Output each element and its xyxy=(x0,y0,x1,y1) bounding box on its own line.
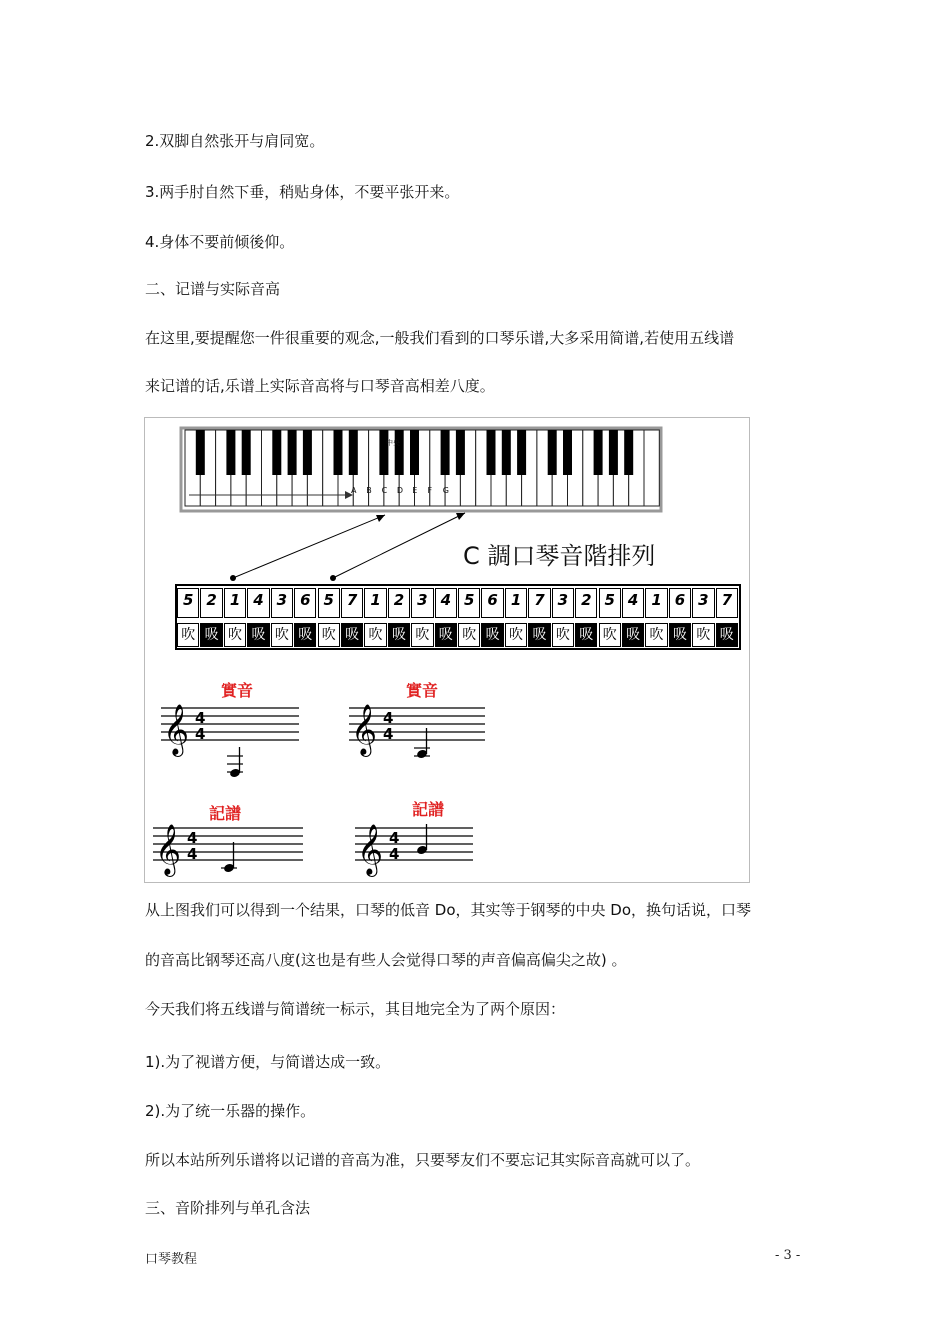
harmonica-note: 6 xyxy=(669,588,691,618)
treble-clef: 𝄞 xyxy=(351,704,378,755)
draw-cell: 吸 xyxy=(716,623,738,647)
page-number: - 3 - xyxy=(775,1248,801,1263)
time-sig-top: 4 xyxy=(383,709,394,727)
blow-cell: 吹 xyxy=(552,623,574,647)
harmonica-note: 2 xyxy=(200,588,222,618)
harmonica-note: 2 xyxy=(388,588,410,618)
harmonica-note: 7 xyxy=(716,588,738,618)
draw-cell: 吸 xyxy=(341,623,363,647)
mapping-arrow-1 xyxy=(233,515,385,578)
harmonica-note: 1 xyxy=(645,588,667,618)
blow-cell: 吹 xyxy=(271,623,293,647)
blow-cell: 吹 xyxy=(364,623,386,647)
blow-cell: 吹 xyxy=(645,623,667,647)
time-sig-top: 4 xyxy=(195,709,206,727)
piano-black-key xyxy=(609,430,618,475)
paragraph-6: 从上图我们可以得到一个结果，口琴的低音 Do，其实等于钢琴的中央 Do，换句话说，口琴 xyxy=(145,901,751,919)
draw-cell: 吸 xyxy=(294,623,316,647)
harmonica-note: 2 xyxy=(575,588,597,618)
piano-black-key xyxy=(196,430,205,475)
harmonica-note: 1 xyxy=(224,588,246,618)
piano-black-key xyxy=(487,430,496,475)
blow-cell: 吹 xyxy=(224,623,246,647)
piano-black-key xyxy=(334,430,343,475)
piano-key-label: F xyxy=(427,486,433,495)
harmonica-note: 1 xyxy=(505,588,527,618)
paragraph-7: 的音高比钢琴还高八度(这也是有些人会觉得口琴的声音偏高偏尖之故) 。 xyxy=(145,951,627,969)
piano-black-key xyxy=(624,430,633,475)
paragraph-4: 在这里,要提醒您一件很重要的观念,一般我们看到的口琴乐谱,大多采用简谱,若使用五线谱 xyxy=(145,329,735,347)
harmonica-note: 3 xyxy=(552,588,574,618)
figure-title: C 調口琴音階排列 xyxy=(463,542,656,570)
list-item-2: 2).为了统一乐器的操作。 xyxy=(145,1102,316,1120)
piano-black-key xyxy=(594,430,603,475)
real-pitch-label-1: 實音 xyxy=(221,681,254,700)
blow-cell: 吹 xyxy=(505,623,527,647)
paragraph-3: 4.身体不要前倾後仰。 xyxy=(145,233,295,251)
harmonica-note: 7 xyxy=(341,588,363,618)
time-sig-bottom: 4 xyxy=(389,845,400,863)
piano-black-key xyxy=(563,430,572,475)
real-pitch-label-2: 實音 xyxy=(406,681,439,700)
piano-black-key xyxy=(517,430,526,475)
piano-black-key xyxy=(242,430,251,475)
piano-key-label: B xyxy=(366,486,372,495)
harmonica-note: 7 xyxy=(528,588,550,618)
harmonica-note: 6 xyxy=(481,588,503,618)
piano-black-key xyxy=(502,430,511,475)
treble-clef: 𝄞 xyxy=(155,824,182,875)
piano-key-label: D xyxy=(396,486,404,495)
draw-cell: 吸 xyxy=(481,623,503,647)
piano-white-key xyxy=(644,430,659,506)
paragraph-8: 今天我们将五线谱与简谱统一标示，其目地完全为了两个原因： xyxy=(145,1000,566,1018)
piano-black-key xyxy=(395,430,404,475)
harmonica-note: 3 xyxy=(692,588,714,618)
piano-key-label: A xyxy=(351,486,357,495)
piano-black-key xyxy=(349,430,358,475)
piano-black-key xyxy=(548,430,557,475)
staff-group xyxy=(153,704,485,877)
piano-black-key xyxy=(456,430,465,475)
arrow-origin-2 xyxy=(330,575,336,581)
treble-clef: 𝄞 xyxy=(357,824,384,875)
draw-cell: 吸 xyxy=(575,623,597,647)
draw-cell: 吸 xyxy=(200,623,222,647)
harmonica-note: 3 xyxy=(271,588,293,618)
harmonica-note: 6 xyxy=(294,588,316,618)
time-sig-bottom: 4 xyxy=(383,725,394,743)
piano-black-key xyxy=(303,430,312,475)
harmonica-note: 4 xyxy=(247,588,269,618)
draw-cell: 吸 xyxy=(528,623,550,647)
piano-black-key xyxy=(226,430,235,475)
piano-black-key xyxy=(410,430,419,475)
time-sig-bottom: 4 xyxy=(187,845,198,863)
harmonica-note: 4 xyxy=(622,588,644,618)
harmonica-table xyxy=(175,584,741,650)
paragraph-2: 3.两手肘自然下垂，稍贴身体，不要平张开来。 xyxy=(145,183,460,201)
notation-label-2: 記譜 xyxy=(412,800,445,819)
harmonica-note: 5 xyxy=(177,588,199,618)
draw-cell: 吸 xyxy=(435,623,457,647)
draw-cell: 吸 xyxy=(388,623,410,647)
blow-cell: 吹 xyxy=(692,623,714,647)
harmonica-note: 5 xyxy=(458,588,480,618)
draw-cell: 吸 xyxy=(247,623,269,647)
piano-key-label: G xyxy=(442,486,449,495)
harmonica-note: 3 xyxy=(411,588,433,618)
time-sig-top: 4 xyxy=(389,829,400,847)
time-sig-bottom: 4 xyxy=(195,725,206,743)
arrow-origin-1 xyxy=(230,575,236,581)
section-heading-3: 三、音阶排列与单孔含法 xyxy=(145,1199,311,1217)
harmonica-note: 5 xyxy=(599,588,621,618)
harmonica-scale-figure xyxy=(144,417,750,883)
paragraph-5: 来记谱的话,乐谱上实际音高将与口琴音高相差八度。 xyxy=(145,377,495,395)
mapping-arrow-2 xyxy=(333,513,465,578)
paragraph-1: 2.双脚自然张开与肩同宽。 xyxy=(145,132,325,150)
time-sig-top: 4 xyxy=(187,829,198,847)
footer-title: 口琴教程 xyxy=(145,1252,198,1267)
paragraph-9: 所以本站所列乐谱将以记谱的音高为准，只要琴友们不要忘记其实际音高就可以了。 xyxy=(145,1151,701,1169)
harmonica-note: 1 xyxy=(364,588,386,618)
blow-cell: 吹 xyxy=(318,623,340,647)
section-heading-2: 二、记谱与实际音高 xyxy=(145,280,281,298)
notation-label-1: 記譜 xyxy=(209,804,242,823)
piano-black-key xyxy=(288,430,297,475)
blow-cell: 吹 xyxy=(599,623,621,647)
piano-black-key xyxy=(379,430,388,475)
draw-cell: 吸 xyxy=(622,623,644,647)
piano-black-key xyxy=(272,430,281,475)
blow-cell: 吹 xyxy=(411,623,433,647)
piano-black-key xyxy=(441,430,450,475)
piano-key-label: E xyxy=(412,486,418,495)
draw-cell: 吸 xyxy=(669,623,691,647)
blow-cell: 吹 xyxy=(177,623,199,647)
harmonica-note: 5 xyxy=(318,588,340,618)
treble-clef: 𝄞 xyxy=(163,704,190,755)
blow-cell: 吹 xyxy=(458,623,480,647)
piano-key-label: C xyxy=(381,486,388,495)
list-item-1: 1).为了视谱方便，与简谱达成一致。 xyxy=(145,1053,391,1071)
harmonica-note: 4 xyxy=(435,588,457,618)
middle-c-marker: 中央 xyxy=(386,439,400,447)
